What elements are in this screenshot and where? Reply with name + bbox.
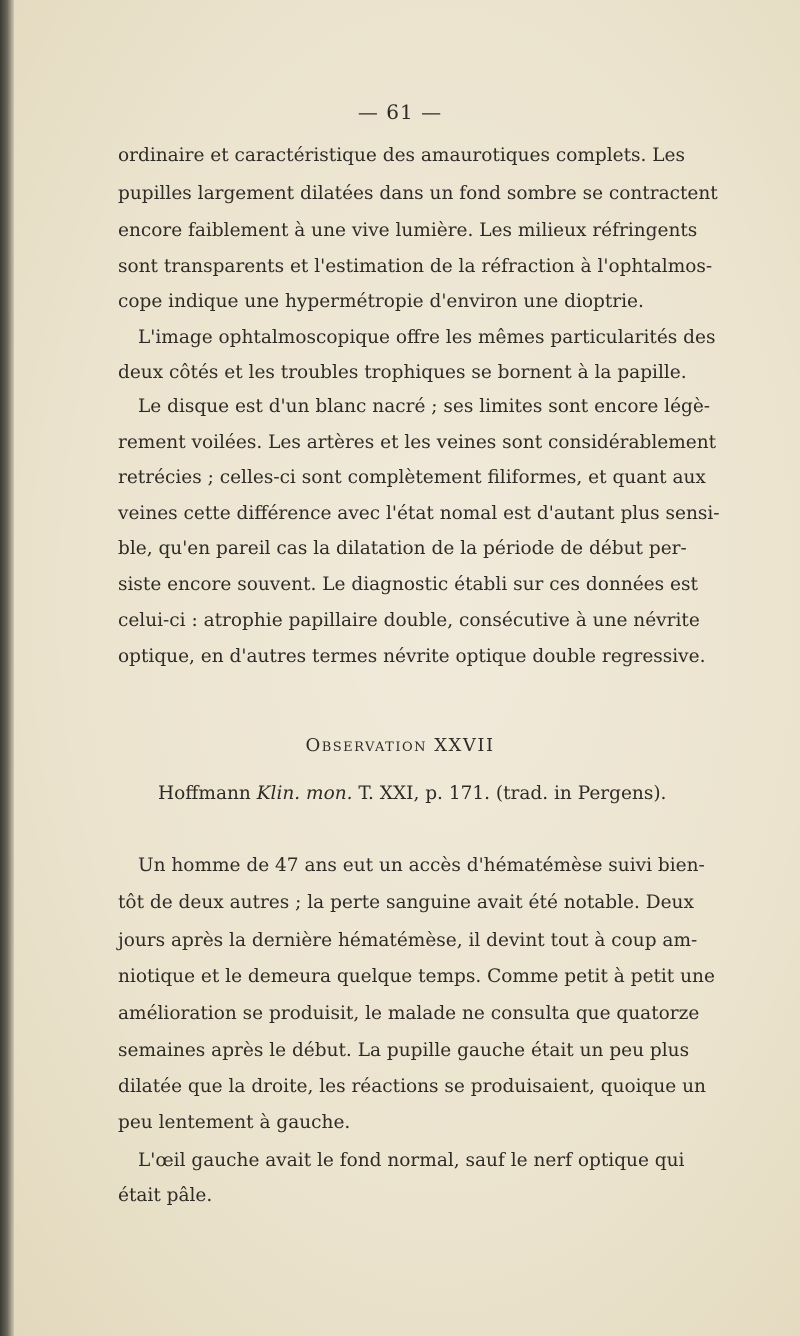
page-binding-edge	[0, 0, 14, 1336]
text-line: amélioration se produisit, le malade ne consulta que quatorze	[118, 1003, 700, 1024]
text-line: veines cette différence avec l'état nomal est d'autant plus sensi-	[118, 503, 720, 524]
text-line: sont transparents et l'estimation de la réfraction à l'ophtalmos-	[118, 256, 713, 277]
text-line: L'image ophtalmoscopique offre les mêmes particularités des	[138, 327, 716, 348]
text-line: Un homme de 47 ans eut un accès d'hématémèse suivi bien-	[138, 855, 705, 876]
text-line: rement voilées. Les artères et les veines sont considérablement	[118, 432, 717, 453]
text-line: était pâle.	[118, 1185, 213, 1206]
text-line: optique, en d'autres termes névrite optique double regressive.	[118, 646, 706, 667]
text-line: Le disque est d'un blanc nacré ; ses limites sont encore légè-	[138, 396, 711, 417]
text-line: retrécies ; celles-ci sont complètement filiformes, et quant aux	[118, 467, 706, 488]
text-line: jours après la dernière hématémèse, il devint tout à coup am-	[118, 930, 698, 951]
citation	[158, 783, 666, 804]
text-line: peu lentement à gauche.	[118, 1112, 351, 1133]
citation-journal: Klin. mon.	[256, 783, 353, 804]
text-line: pupilles largement dilatées dans un fond sombre se contractent	[118, 183, 718, 204]
text-line: L'œil gauche avait le fond normal, sauf le nerf optique qui	[138, 1150, 685, 1171]
text-line: ordinaire et caractéristique des amaurotiques complets. Les	[118, 145, 685, 166]
text-line: tôt de deux autres ; la perte sanguine avait été notable. Deux	[118, 892, 694, 913]
observation-heading: Observation XXVII	[305, 735, 495, 756]
text-line: dilatée que la droite, les réactions se produisaient, quoique un	[118, 1076, 706, 1097]
page-number: — 61 —	[357, 100, 443, 124]
text-line: siste encore souvent. Le diagnostic établi sur ces données est	[118, 574, 698, 595]
text-line: cope indique une hypermétropie d'environ une dioptrie.	[118, 291, 644, 312]
text-line: celui-ci : atrophie papillaire double, consécutive à une névrite	[118, 610, 700, 631]
citation-author: Hoffmann	[158, 783, 251, 804]
citation-details: T. XXI, p. 171. (trad. in Pergens).	[358, 783, 667, 804]
text-line: niotique et le demeura quelque temps. Comme petit à petit une	[118, 966, 715, 987]
text-line: deux côtés et les troubles trophiques se bornent à la papille.	[118, 362, 687, 383]
text-line: ble, qu'en pareil cas la dilatation de la période de début per-	[118, 538, 687, 559]
text-line: semaines après le début. La pupille gauche était un peu plus	[118, 1040, 690, 1061]
text-line: encore faiblement à une vive lumière. Les milieux réfringents	[118, 220, 698, 241]
